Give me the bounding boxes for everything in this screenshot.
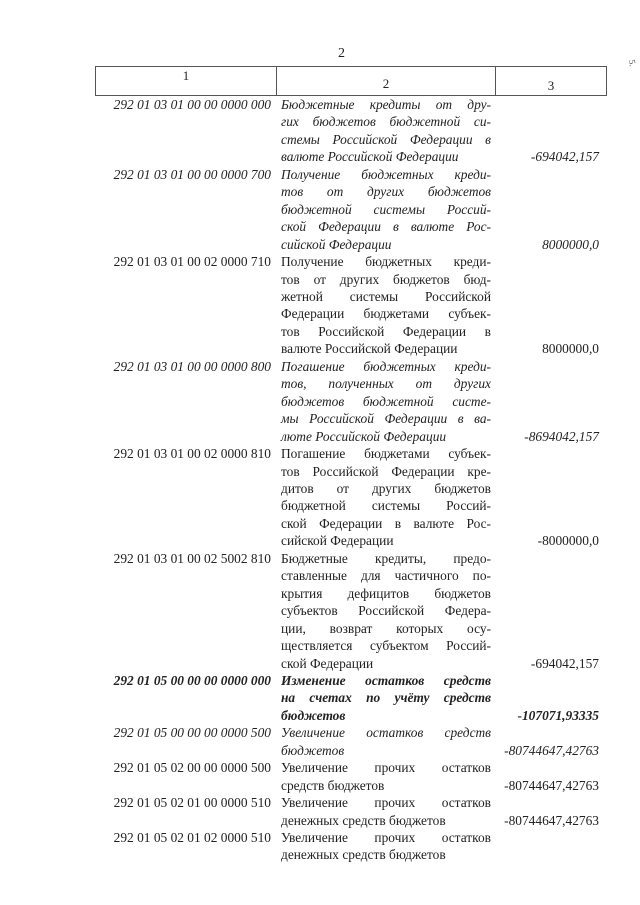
row-code: 292 01 03 01 00 02 5002 810 xyxy=(113,550,271,566)
row-description xyxy=(281,550,491,672)
table-row xyxy=(95,358,605,445)
table-row xyxy=(95,253,605,358)
description-line: Погашение бюджетных креди- xyxy=(281,358,491,374)
table-row xyxy=(95,794,605,829)
table-row xyxy=(95,166,605,253)
row-value: 8000000,0 xyxy=(542,341,599,357)
description-line: ской Федерации в валюте Рос- xyxy=(281,219,491,235)
table-row xyxy=(95,96,605,166)
description-line: бюджетов бюджетной систе- xyxy=(281,393,491,409)
description-line: сийской Федерации xyxy=(281,533,394,549)
table-row xyxy=(95,445,605,550)
description-line: Увеличение прочих остатков xyxy=(281,760,491,776)
description-line: тов Российской Федерации кре- xyxy=(281,463,491,479)
row-description xyxy=(281,445,491,550)
description-line: Бюджетные кредиты, предо- xyxy=(281,550,491,566)
description-line: бюджетов xyxy=(281,742,345,758)
table-row xyxy=(95,724,605,759)
margin-mark: 5. xyxy=(627,58,639,68)
row-value-cell xyxy=(491,550,605,672)
description-line: Федерации бюджетами субъек- xyxy=(281,306,491,322)
description-line: валюте Российской Федерации xyxy=(281,341,458,357)
row-description xyxy=(281,724,491,759)
description-line: ставленные для частичного по- xyxy=(281,568,491,584)
description-line: ской Федерации в валюте Рос- xyxy=(281,515,491,531)
table-row xyxy=(95,550,605,672)
description-line: жетной системы Российской xyxy=(281,288,491,304)
row-value-cell xyxy=(491,794,605,829)
row-code: 292 01 03 01 00 00 0000 700 xyxy=(113,166,271,182)
description-line: Погашение бюджетами субъек- xyxy=(281,446,491,462)
description-line: ской Федерации xyxy=(281,655,374,671)
description-line: крытия дефицитов бюджетов xyxy=(281,585,491,601)
row-code: 292 01 03 01 00 00 0000 800 xyxy=(113,358,271,374)
header-col-2: 2 xyxy=(277,67,496,95)
description-line: денежных средств бюджетов xyxy=(281,812,446,828)
row-description xyxy=(281,794,491,829)
description-line: Увеличение прочих остатков xyxy=(281,795,491,811)
row-value: -8694042,157 xyxy=(524,428,599,444)
row-value-cell xyxy=(491,96,605,166)
description-line: Бюджетные кредиты от дру- xyxy=(281,97,491,112)
row-value: -107071,93335 xyxy=(517,707,599,723)
row-value: -80744647,42763 xyxy=(504,812,599,828)
row-code: 292 01 05 02 01 00 0000 510 xyxy=(113,795,271,811)
description-line: стемы Российской Федерации в xyxy=(281,131,491,147)
row-code: 292 01 05 00 00 00 0000 500 xyxy=(113,725,271,741)
row-value-cell xyxy=(491,358,605,445)
description-line: мы Российской Федерации в ва- xyxy=(281,411,491,427)
row-value: 8000000,0 xyxy=(542,236,599,252)
description-line: тов от других бюджетов бюд- xyxy=(281,271,491,287)
description-line: тов Российской Федерации в xyxy=(281,323,491,339)
row-code: 292 01 03 01 00 00 0000 000 xyxy=(113,97,271,112)
row-code: 292 01 03 01 00 02 0000 710 xyxy=(113,254,271,270)
description-line: ществляется субъектом Россий- xyxy=(281,638,491,654)
row-value-cell xyxy=(491,759,605,794)
page-number: 2 xyxy=(338,46,345,61)
table-row xyxy=(95,759,605,794)
row-value: -8000000,0 xyxy=(537,533,599,549)
description-line: Увеличение остатков средств xyxy=(281,725,491,741)
row-code: 292 01 05 02 00 00 0000 500 xyxy=(113,760,271,776)
row-value-cell xyxy=(491,166,605,253)
row-value-cell xyxy=(491,253,605,358)
row-description xyxy=(281,253,491,358)
description-line: Получение бюджетных креди- xyxy=(281,166,491,182)
description-line: субъектов Российской Федера- xyxy=(281,603,491,619)
description-line: гих бюджетов бюджетной си- xyxy=(281,114,491,130)
description-line: дитов от других бюджетов xyxy=(281,480,491,496)
description-line: ции, возврат которых осу- xyxy=(281,620,491,636)
description-line: на счетах по учёту средств xyxy=(281,690,491,706)
row-description xyxy=(281,166,491,253)
description-line: сийской Федерации xyxy=(281,236,392,252)
description-line: валюте Российской Федерации xyxy=(281,149,459,165)
row-value-cell xyxy=(491,672,605,724)
table-header xyxy=(95,66,607,96)
row-description xyxy=(281,96,491,166)
row-code: 292 01 05 00 00 00 0000 000 xyxy=(113,672,271,688)
row-code: 292 01 03 01 00 02 0000 810 xyxy=(113,446,271,462)
row-description xyxy=(281,358,491,445)
description-line: Получение бюджетных креди- xyxy=(281,254,491,270)
description-line: денежных средств бюджетов xyxy=(281,847,446,863)
row-description xyxy=(281,672,491,724)
description-line: бюджетов xyxy=(281,707,346,723)
row-value-cell xyxy=(491,829,605,864)
description-line: бюджетной системы Россий- xyxy=(281,498,491,514)
row-value: -694042,157 xyxy=(530,149,599,165)
description-line: Увеличение прочих остатков xyxy=(281,830,491,846)
row-value-cell xyxy=(491,445,605,550)
table-body xyxy=(95,96,605,864)
row-value: -694042,157 xyxy=(530,655,599,671)
header-col-1: 1 xyxy=(96,67,277,95)
description-line: средств бюджетов xyxy=(281,777,385,793)
header-col-3: 3 xyxy=(547,78,555,93)
table-row xyxy=(95,829,605,864)
description-line: люте Российской Федерации xyxy=(281,428,447,444)
description-line: Изменение остатков средств xyxy=(281,672,491,688)
description-line: бюджетной системы Россий- xyxy=(281,201,491,217)
row-description xyxy=(281,759,491,794)
row-value: -80744647,42763 xyxy=(504,742,599,758)
description-line: тов, полученных от других xyxy=(281,376,491,392)
row-value-cell xyxy=(491,724,605,759)
row-code: 292 01 05 02 01 02 0000 510 xyxy=(113,830,271,846)
row-description xyxy=(281,829,491,864)
table-row xyxy=(95,672,605,724)
description-line: тов от других бюджетов xyxy=(281,184,491,200)
row-value: -80744647,42763 xyxy=(504,777,599,793)
